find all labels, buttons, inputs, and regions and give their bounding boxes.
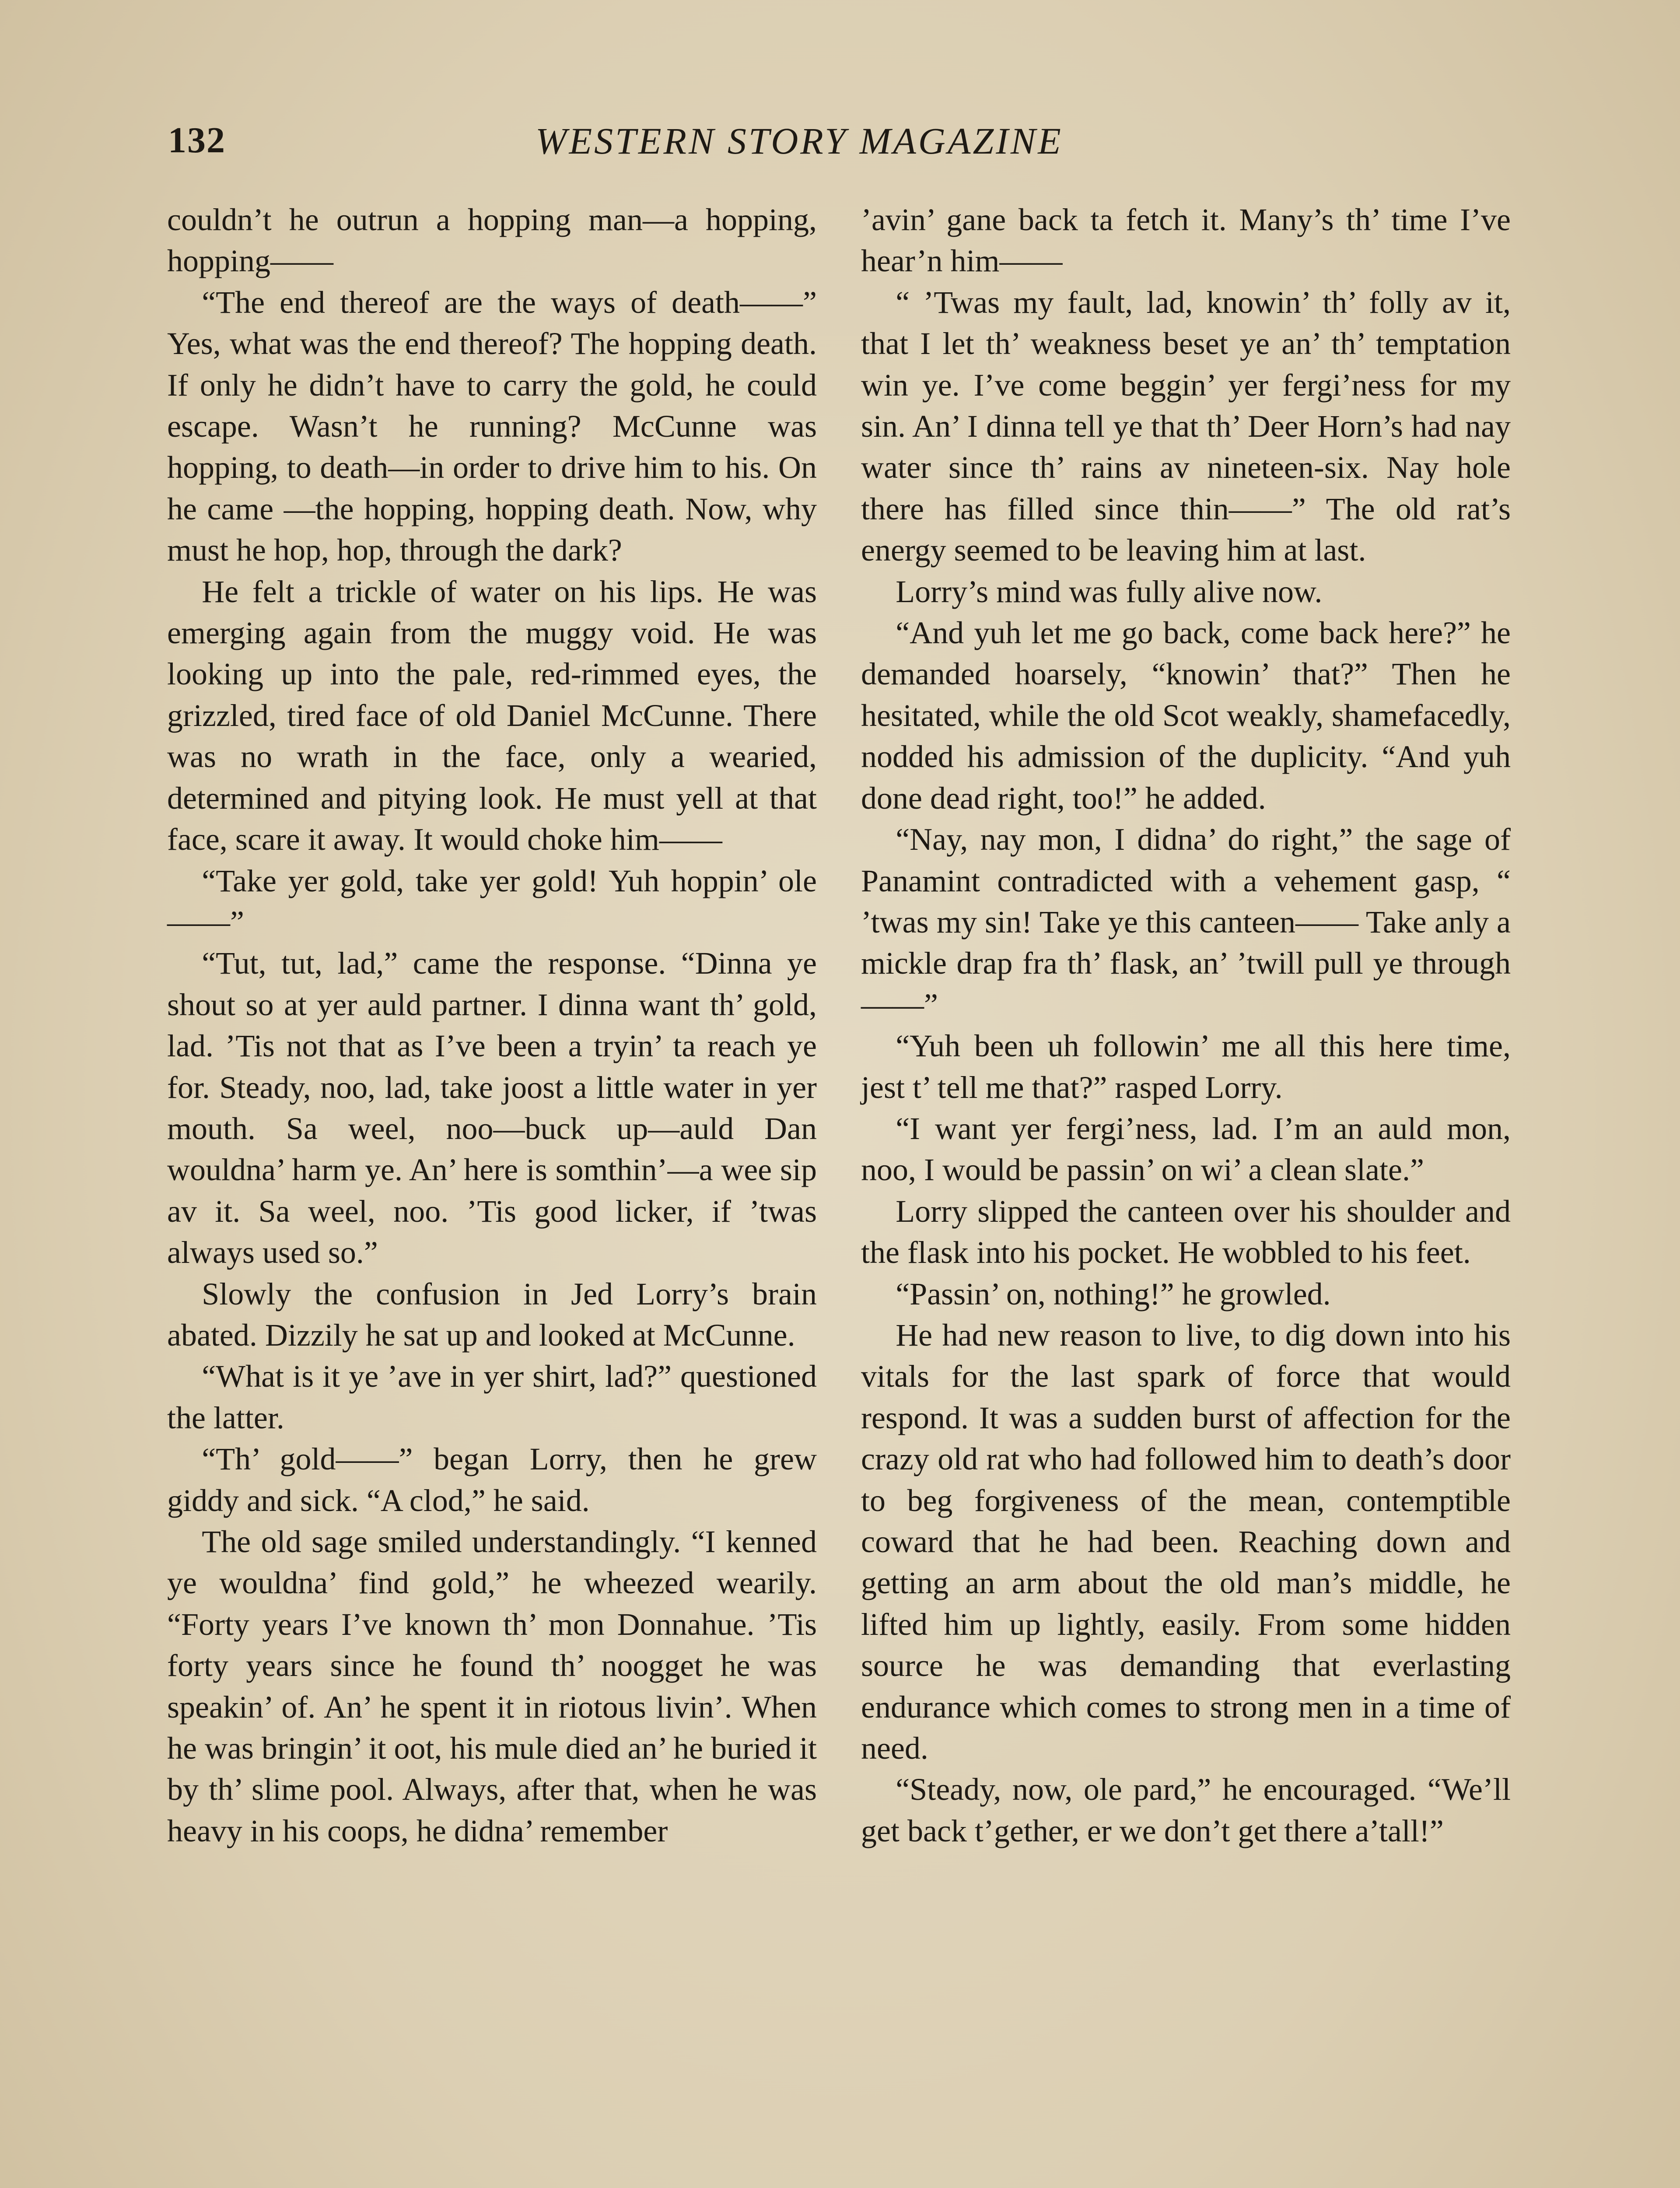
- paragraph: “Th’ gold——” began Lorry, then he grew giddy and sick. “A clod,” he said.: [167, 1441, 817, 1518]
- paragraph: “I want yer fergi’ness, lad. I’m an auld mon, noo, I would be passin’ on wi’ a clean slate.”: [861, 1111, 1511, 1188]
- paragraph: “Passin’ on, nothing!” he growled.: [896, 1276, 1331, 1311]
- running-head: [168, 119, 1516, 167]
- paragraph: “Steady, now, ole pard,” he encouraged. “We’ll get back t’gether, er we don’t get there a’tall!”: [861, 1772, 1511, 1848]
- paragraph: “Yuh been uh followin’ me all this here time, jest t’ tell me that?” rasped Lorry.: [861, 1028, 1511, 1105]
- paragraph: “And yuh let me go back, come back here?” he demanded hoarsely, “knowin’ that?” Then he hesitated, while the old Scot weakly, shamefacedly, nodded his admission of the duplicity. “And yuh done dead right, too!” he added.: [861, 615, 1511, 816]
- paragraph: “Nay, nay mon, I didna’ do right,” the sage of Panamint contradicted with a vehement gasp, “ ’twas my sin! Take ye this canteen—— Take anly a mickle drap fra th’ flask, an’ ’twill pull ye through——”: [861, 822, 1511, 1022]
- paragraph: He had new reason to live, to dig down into his vitals for the last spark of force that would respond. It was a sudden burst of affection for the crazy old rat who had followed him to death’s door to beg forgiveness of the mean, contemptible coward that he had been. Reaching down and getting an arm about the old man’s middle, he lifted him up lightly, easily. From some hidden source he was demanding that everlasting endurance which comes to strong men in a time of need.: [861, 1317, 1511, 1766]
- magazine-title: WESTERN STORY MAGAZINE: [536, 120, 1063, 162]
- paragraph: “Tut, tut, lad,” came the response. “Dinna ye shout so at yer auld partner. I dinna want th’ gold, lad. ’Tis not that as I’ve been a tryin’ ta reach ye for. Steady, noo, lad, take joost a little water in yer mouth. Sa weel, noo—buck up—auld Dan wouldna’ harm ye. An’ here is somthin’—a wee sip av it. Sa weel, noo. ’Tis good licker, if ’twas always used so.”: [167, 946, 817, 1270]
- paragraph: “Take yer gold, take yer gold! Yuh hoppin’ ole——”: [167, 863, 817, 940]
- page-number: 132: [168, 120, 226, 161]
- paragraph: “What is it ye ’ave in yer shirt, lad?” questioned the latter.: [167, 1359, 817, 1435]
- paragraph: Slowly the confusion in Jed Lorry’s brain abated. Dizzily he sat up and looked at McCunne.: [167, 1276, 817, 1353]
- paragraph: ’avin’ gane back ta fetch it. Many’s th’ time I’ve hear’n him——: [861, 202, 1511, 279]
- paragraph: He felt a trickle of water on his lips. He was emerging again from the muggy void. He was looking up into the pale, red-rimmed eyes, the grizzled, tired face of old Daniel McCunne. There was no wrath in the face, only a wearied, determined and pitying look. He must yell at that face, scare it away. It would choke him——: [167, 574, 817, 857]
- paragraph: The old sage smiled understandingly. “I kenned ye wouldna’ find gold,” he wheezed wearily. “Forty years I’ve known th’ mon Donnahue. ’Tis forty years since he found th’ noogget he was speakin’ of. An’ he spent it in riotous livin’. When he was bringin’ it oot, his mule died an’ he buried it by th’ slime pool. Always, after that, when he was heavy in his coops, he didna’ remember: [167, 1524, 817, 1848]
- right-column: [861, 199, 1511, 1851]
- paragraph: Lorry slipped the canteen over his shoulder and the flask into his pocket. He wobbled to his feet.: [861, 1193, 1511, 1270]
- paragraph: couldn’t he outrun a hopping man—a hopping, hopping——: [167, 202, 817, 279]
- left-column: [167, 199, 817, 1851]
- paragraph: Lorry’s mind was fully alive now.: [896, 574, 1323, 609]
- paragraph: “ ’Twas my fault, lad, knowin’ th’ folly av it, that I let th’ weakness beset ye an’ th’ temptation win ye. I’ve come beggin’ yer fergi’ness for my sin. An’ I dinna tell ye that th’ Deer Horn’s had nay water since th’ rains av nineteen-six. Nay hole there has filled since thin——” The old rat’s energy seemed to be leaving him at last.: [861, 284, 1511, 568]
- paragraph: “The end thereof are the ways of death——” Yes, what was the end thereof? The hopping death. If only he didn’t have to carry the gold, he could escape. Wasn’t he running? McCunne was hopping, to death—in order to drive him to his. On he came —the hopping, hopping death. Now, why must he hop, hop, through the dark?: [167, 284, 817, 568]
